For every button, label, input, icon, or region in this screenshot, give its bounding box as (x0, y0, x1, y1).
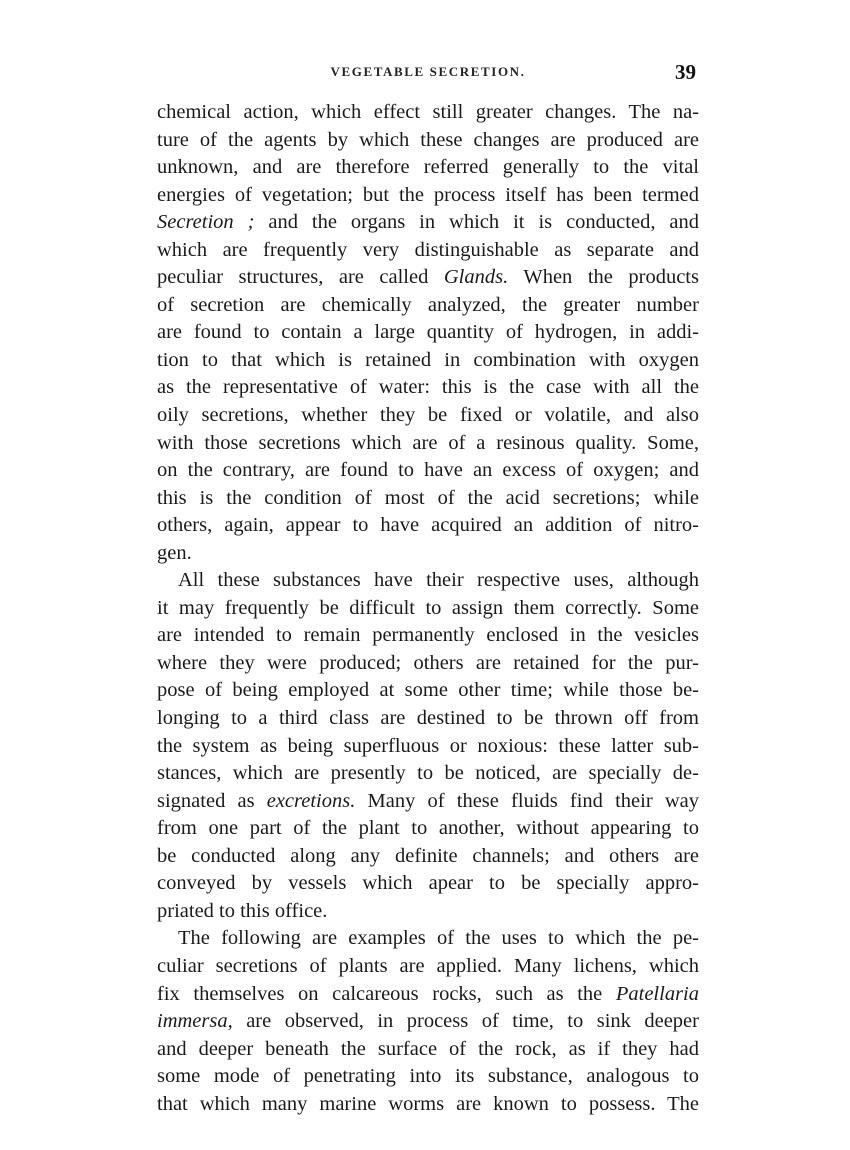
text-line: the system as being superfluous or noxious: these latter sub- (157, 734, 699, 757)
text-line: that which many marine worms are known to possess. The (157, 1092, 699, 1115)
text-line: some mode of penetrating into its substance, analogous to (157, 1065, 699, 1088)
italic-term: immersa, (157, 1010, 233, 1033)
page-number: 39 (675, 60, 696, 84)
text-line: where they were produced; others are retained for the pur- (157, 651, 699, 674)
text-line: are intended to remain permanently enclosed in the vesicles (157, 624, 699, 647)
text-line: are found to contain a large quantity of hydrogen, in addi- (157, 321, 699, 344)
text-line: from one part of the plant to another, without appearing to (157, 817, 699, 840)
text-run: are observed, in process of time, to sink deeper (232, 1010, 699, 1033)
text-line: it may frequently be difficult to assign them correctly. Some (157, 596, 699, 619)
text-line: The following are examples of the uses to which the pe- (178, 927, 699, 950)
text-line: with those secretions which are of a resinous quality. Some, (157, 431, 699, 454)
text-line: pose of being employed at some other time; while those be- (157, 679, 699, 702)
text-line: this is the condition of most of the acid secretions; while (157, 486, 699, 509)
text-line: priated to this office. (157, 899, 328, 922)
italic-term: Secretion ; (157, 211, 255, 234)
text-line: stances, which are presently to be noticed, are specially de- (157, 762, 699, 785)
text-line: ture of the agents by which these changes are produced are (157, 128, 699, 151)
text-line: of secretion are chemically analyzed, the greater number (157, 293, 699, 316)
text-line: longing to a third class are destined to be thrown off from (157, 707, 699, 730)
text-line: unknown, and are therefore referred generally to the vital (157, 156, 699, 179)
text-run: and the organs in which it is conducted, and (254, 211, 699, 234)
text-line: others, again, appear to have acquired an addition of nitro- (157, 514, 699, 537)
italic-term: Glands. (443, 266, 509, 289)
italic-term: excretions. (266, 789, 356, 812)
text-line: culiar secretions of plants are applied. Many lichens, which (157, 954, 699, 977)
text-line (157, 981, 699, 1009)
text-line (157, 788, 699, 816)
text-line (157, 1008, 699, 1036)
text-line: be conducted along any definite channels; and others are (157, 844, 699, 867)
text-line: conveyed by vessels which apear to be specially appro- (157, 872, 699, 895)
text-line: tion to that which is retained in combination with oxygen (157, 348, 699, 371)
text-line: energies of vegetation; but the process itself has been termed (157, 183, 699, 206)
italic-term: Patellaria (615, 982, 699, 1005)
text-line: chemical action, which effect still greater changes. The na- (157, 101, 699, 123)
text-line (157, 264, 699, 292)
text-line: All these substances have their respective uses, although (178, 569, 699, 592)
text-run: fix themselves on calcareous rocks, such as the (157, 982, 616, 1005)
running-title: VEGETABLE SECRETION. (330, 64, 526, 79)
text-line: which are frequently very distinguishable as separate and (157, 238, 699, 261)
text-run: peculiar structures, are called (157, 266, 444, 289)
text-line: and deeper beneath the surface of the rock, as if they had (157, 1037, 699, 1060)
text-line: oily secretions, whether they be fixed or volatile, and also (157, 404, 699, 427)
text-line: as the representative of water: this is the case with all the (157, 376, 699, 399)
text-line: gen. (157, 541, 192, 564)
text-run: When the products (508, 266, 699, 289)
text-line (157, 209, 699, 237)
text-run: signated as (157, 789, 267, 812)
running-head (158, 60, 698, 90)
text-run: Many of these fluids find their way (355, 789, 699, 812)
body-text (157, 99, 699, 1118)
text-line: on the contrary, are found to have an excess of oxygen; and (157, 459, 699, 482)
